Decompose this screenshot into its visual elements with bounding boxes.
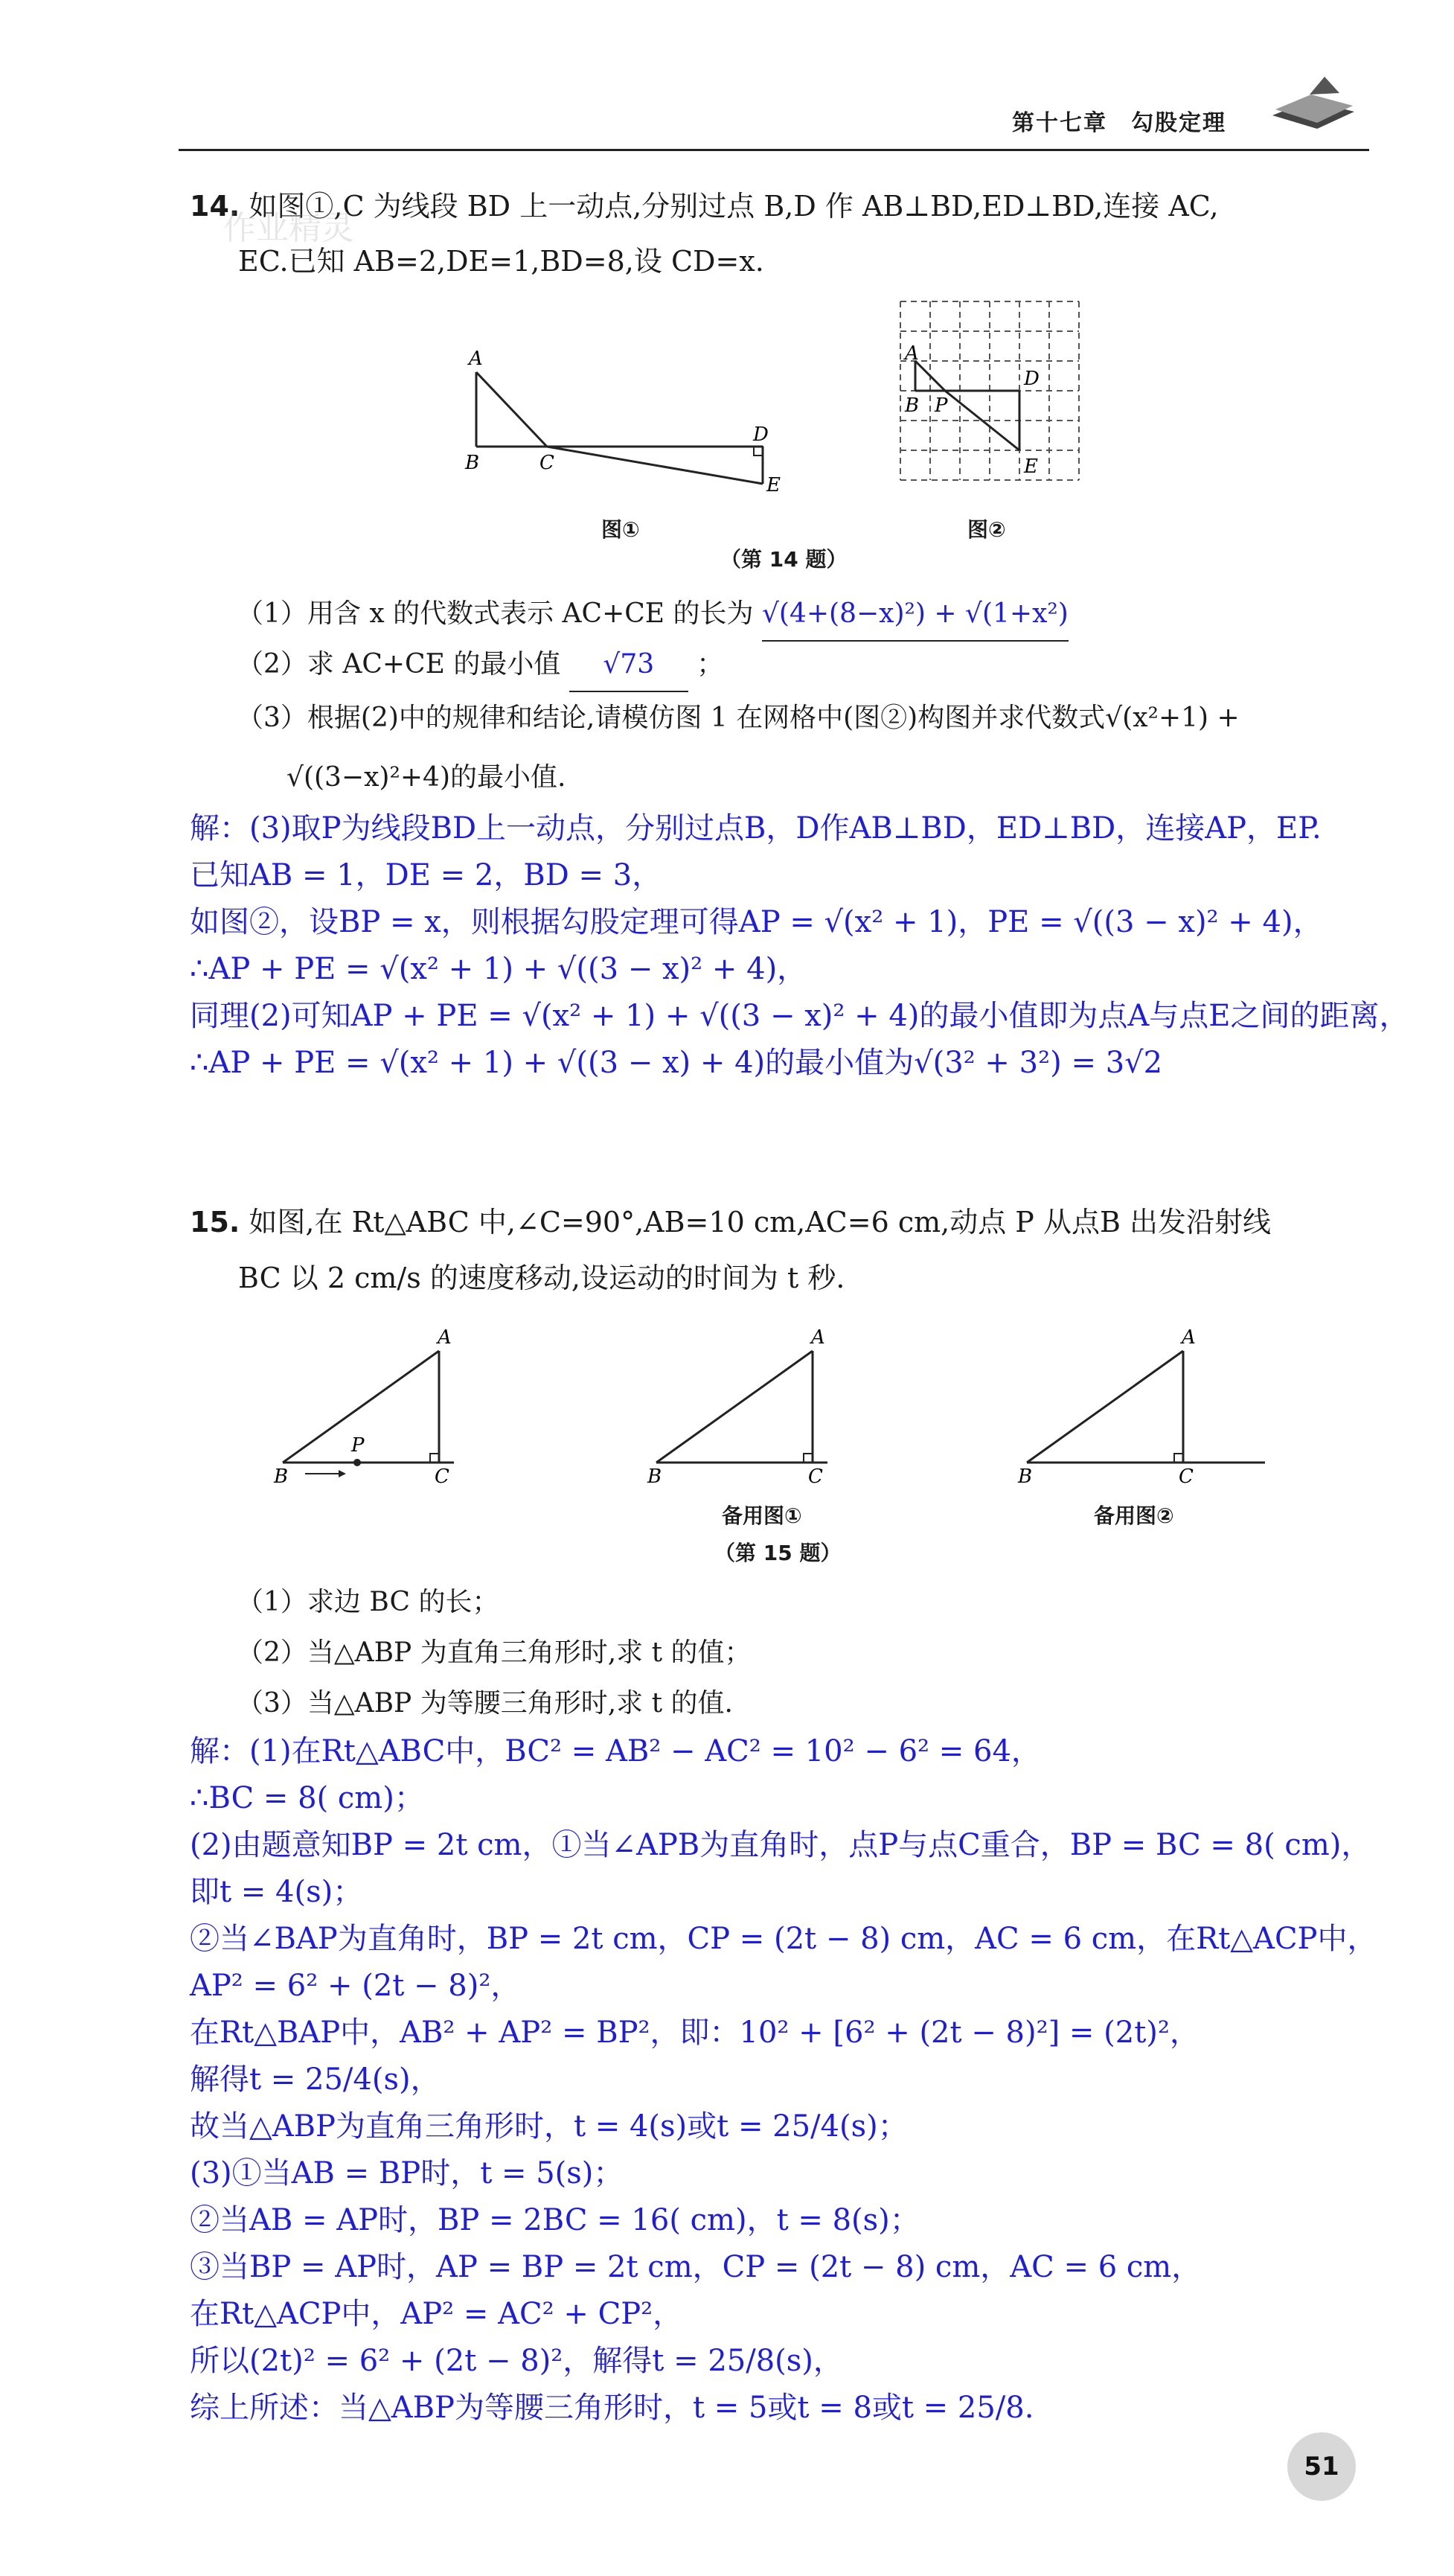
q15-fig-main-label-b: B	[274, 1466, 289, 1488]
q15-fig-main-label-p: P	[351, 1434, 365, 1457]
chapter-header: 第十七章 勾股定理	[1012, 110, 1226, 136]
q14-sub2-answer: √73	[569, 639, 688, 692]
q15-answer-line-9: 故当△ABP为直角三角形时，t = 4(s)或t = 25/4(s)；	[190, 2109, 908, 2144]
book-icon	[1265, 71, 1362, 138]
watermark: 作业精灵	[223, 209, 354, 247]
q15-answer-line-13: 在Rt△ACP中，AP² = AC² + CP²，	[190, 2297, 683, 2331]
q14-fig1-label-e: E	[766, 474, 781, 496]
q15-fig-b2-label-c: C	[1179, 1466, 1194, 1488]
q15-fig-main-label-a: A	[438, 1326, 452, 1349]
q14-fig2-label-e: E	[1024, 456, 1038, 478]
q15-answer-line-1: 解：(1)在Rt△ABC中，BC² = AB² − AC² = 10² − 6² = 64，	[190, 1734, 1041, 1768]
q15-answer-line-3: (2)由题意知BP = 2t cm，①当∠APB为直角时，点P与点C重合，BP = BC = 8( cm)，	[190, 1828, 1371, 1862]
header-rule	[179, 149, 1369, 151]
q15-fig-b2-label-b: B	[1018, 1466, 1033, 1488]
q14-answer-line-3: 如图②，设BP = x，则根据勾股定理可得AP = √(x² + 1)，PE = √((3 − x)² + 4)，	[190, 905, 1323, 939]
q14-fig2-label-d: D	[1024, 368, 1040, 390]
q15-answer-line-5: ②当∠BAP为直角时，BP = 2t cm，CP = (2t − 8) cm，AC = 6 cm，在Rt△ACP中，	[190, 1922, 1377, 1956]
q15-fig-b1-label-c: C	[808, 1466, 823, 1488]
q15-fig-b1-label-a: A	[811, 1326, 825, 1349]
q15-answer-line-10: (3)①当AB = BP时，t = 5(s)；	[190, 2156, 624, 2190]
q15-sub3: （3）当△ABP 为等腰三角形时,求 t 的值.	[237, 1688, 733, 1719]
q14-answer-line-1: 解：(3)取P为线段BD上一动点，分别过点B，D作AB⊥BD，ED⊥BD，连接AP，EP.	[190, 811, 1322, 846]
q14-answer-line-5: 同理(2)可知AP + PE = √(x² + 1) + √((3 − x)² + 4)的最小值即为点A与点E之间的距离，	[190, 999, 1409, 1033]
q14-fig2-label-a: A	[905, 342, 919, 365]
q14-fig2-caption: 图②	[967, 517, 1006, 542]
q14-number: 14.	[190, 190, 240, 223]
q15-answer-line-4: 即t = 4(s)；	[190, 1875, 363, 1909]
q15-answer-line-7: 在Rt△BAP中，AB² + AP² = BP²，即：10² + [6² + (2t − 8)²] = (2t)²，	[190, 2016, 1200, 2050]
q14-fig1-label-b: B	[465, 452, 480, 474]
q15-fig-b2-label-a: A	[1182, 1326, 1196, 1349]
q15-answer-line-2: ∴BC = 8( cm)；	[190, 1781, 424, 1815]
q14-sub1	[237, 588, 1069, 642]
q15-figcaption: （第 15 题）	[714, 1541, 842, 1565]
q15-answer-line-12: ③当BP = AP时，AP = BP = 2t cm，CP = (2t − 8) cm，AC = 6 cm，	[190, 2250, 1202, 2284]
q14-sub3-line1: （3）根据(2)中的规律和结论,请模仿图 1 在网格中(图②)构图并求代数式√(x²+1) +	[237, 703, 1240, 733]
q15-answer-line-14: 所以(2t)² = 6² + (2t − 8)²，解得t = 25/8(s)，	[190, 2344, 843, 2378]
q14-fig1-label-c: C	[539, 452, 554, 474]
q15-answer-line-11: ②当AB = AP时，BP = 2BC = 16( cm)，t = 8(s)；	[190, 2203, 920, 2237]
q14-answer-line-2: 已知AB = 1，DE = 2，BD = 3，	[190, 858, 662, 892]
q15-sub2: （2）当△ABP 为直角三角形时,求 t 的值；	[237, 1637, 752, 1668]
q15-answer-line-8: 解得t = 25/4(s)，	[190, 2062, 441, 2097]
q14-sub2-tail: ；	[696, 649, 724, 680]
q14-figure-1	[446, 342, 789, 506]
q14-answer-line-6: ∴AP + PE = √(x² + 1) + √((3 − x) + 4)的最小值为√(3² + 3²) = 3√2	[190, 1046, 1163, 1080]
q15-fig2-caption: 备用图①	[722, 1503, 802, 1528]
q14-sub1-text: （1）用含 x 的代数式表示 AC+CE 的长为	[237, 598, 754, 629]
q14-fig1-caption: 图①	[601, 517, 640, 542]
q14-figcaption: （第 14 题）	[720, 547, 848, 572]
q14-fig1-label-a: A	[469, 348, 483, 370]
q14-sub3-line2: √((3−x)²+4)的最小值.	[286, 762, 566, 793]
q15-figure-backup-1	[641, 1310, 909, 1489]
q14-figure-2-grid	[893, 294, 1094, 510]
q14-answer-line-4: ∴AP + PE = √(x² + 1) + √((3 − x)² + 4)，	[190, 952, 807, 986]
q15-number: 15.	[190, 1206, 240, 1239]
q15-answer-line-6: AP² = 6² + (2t − 8)²，	[190, 1969, 521, 2003]
q15-answer-line-15: 综上所述：当△ABP为等腰三角形时，t = 5或t = 8或t = 25/8.	[190, 2391, 1034, 2425]
q14-fig2-label-p: P	[935, 394, 948, 417]
page-number: 51	[1287, 2432, 1356, 2501]
q15-stem2: BC 以 2 cm/s 的速度移动,设运动的时间为 t 秒.	[238, 1262, 845, 1294]
q14-stem1: 如图①,C 为线段 BD 上一动点,分别过点 B,D 作 AB⊥BD,ED⊥BD,连接 AC,	[249, 190, 1219, 223]
q14-sub2-text: （2）求 AC+CE 的最小值	[237, 649, 561, 680]
q14-fig1-label-d: D	[753, 424, 769, 446]
q15-fig-b1-label-b: B	[647, 1466, 662, 1488]
q14-sub2	[237, 639, 723, 692]
q15-stem1: 如图,在 Rt△ABC 中,∠C=90°,AB=10 cm,AC=6 cm,动点 P 从点B 出发沿射线	[249, 1206, 1271, 1239]
q14-fig2-label-b: B	[905, 394, 920, 417]
q15-figure-main	[268, 1310, 536, 1489]
q15-fig3-caption: 备用图②	[1094, 1503, 1174, 1528]
q15-sub1: （1）求边 BC 的长；	[237, 1587, 499, 1617]
q14-sub1-answer: √(4+(8−x)²) + √(1+x²)	[762, 588, 1069, 642]
q15-figure-backup-2	[1012, 1310, 1280, 1489]
q15-stem-line1	[190, 1195, 1271, 1250]
q15-fig-main-label-c: C	[435, 1466, 449, 1488]
q14-stem2: EC.已知 AB=2,DE=1,BD=8,设 CD=x.	[238, 245, 764, 278]
